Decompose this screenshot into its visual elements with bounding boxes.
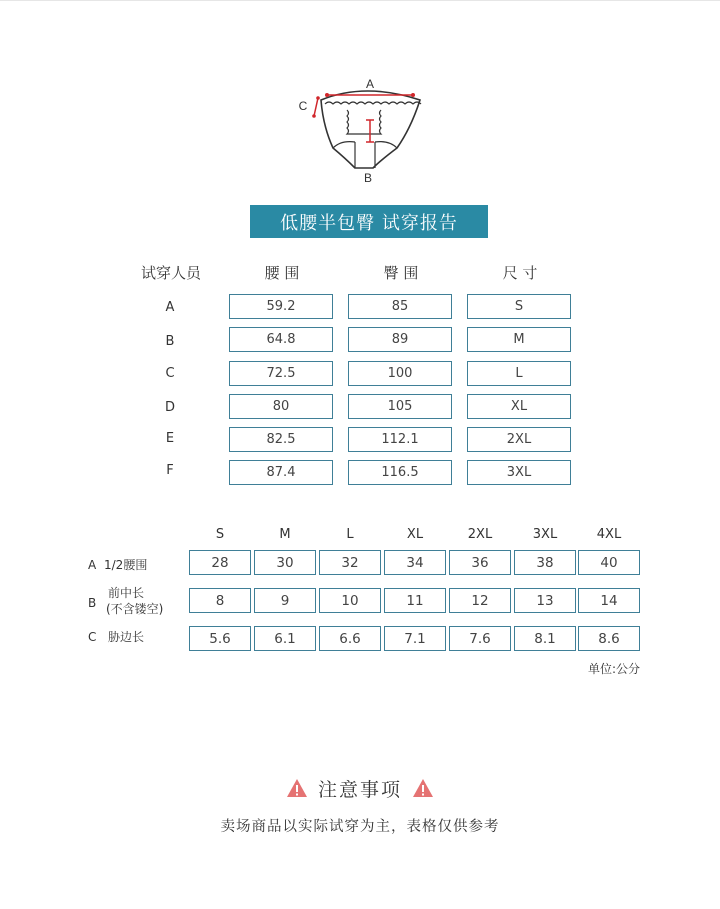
hip-cell: 100 (348, 361, 452, 386)
notice-title: 注意事项 (317, 778, 402, 801)
label-c: C (298, 99, 308, 113)
size-value: 12 (449, 588, 511, 613)
size-header: M (279, 527, 291, 542)
size-header: S (215, 527, 225, 542)
row-label: 1/2腰围 (104, 558, 148, 572)
notice-heading (0, 774, 720, 802)
person-label: D (164, 400, 175, 415)
label-a: A (365, 77, 375, 91)
notice-text: 卖场商品以实际试穿为主，表格仅供参考 (220, 819, 500, 835)
garment-diagram (295, 70, 435, 188)
size-value: 34 (384, 550, 446, 575)
top-divider (0, 0, 720, 1)
size-header: XL (406, 527, 424, 542)
header-waist: 腰 围 (264, 264, 300, 282)
person-label: E (165, 431, 175, 446)
waist-cell: 80 (229, 394, 333, 419)
size-value: 32 (319, 550, 381, 575)
row-letter: C (88, 630, 97, 644)
size-value: 9 (254, 588, 316, 613)
size-value: 10 (319, 588, 381, 613)
hip-cell: 112.1 (348, 427, 452, 452)
size-cell: 2XL (467, 427, 571, 452)
size-value: 36 (449, 550, 511, 575)
header-size: 尺 寸 (502, 264, 538, 282)
unit-label: 单位:公分 (587, 662, 640, 676)
size-value: 7.1 (384, 626, 446, 651)
size-value: 28 (189, 550, 251, 575)
size-value: 40 (578, 550, 640, 575)
hip-cell: 116.5 (348, 460, 452, 485)
hip-cell: 105 (348, 394, 452, 419)
size-value: 5.6 (189, 626, 251, 651)
row-letter: B (88, 596, 97, 610)
person-label: B (165, 334, 175, 349)
size-cell: 3XL (467, 460, 571, 485)
size-cell: L (467, 361, 571, 386)
person-label: F (166, 463, 174, 478)
waist-cell: 72.5 (229, 361, 333, 386)
warning-icon (286, 778, 308, 798)
hip-cell: 89 (348, 327, 452, 352)
size-header: L (346, 527, 354, 542)
row-label: 胁边长 (108, 630, 145, 644)
report-title: 低腰半包臀 试穿报告 (250, 205, 488, 238)
size-header: 3XL (532, 527, 558, 542)
size-value: 8.6 (578, 626, 640, 651)
size-cell: S (467, 294, 571, 319)
waist-cell: 59.2 (229, 294, 333, 319)
size-cell: XL (467, 394, 571, 419)
row-label-note: (不含镂空) (106, 602, 164, 616)
header-person: 试穿人员 (140, 264, 201, 282)
size-value: 8.1 (514, 626, 576, 651)
label-b: B (363, 171, 373, 185)
size-value: 11 (384, 588, 446, 613)
hip-cell: 85 (348, 294, 452, 319)
row-letter: A (88, 558, 97, 572)
row-label: 前中长 (108, 586, 145, 600)
size-value: 30 (254, 550, 316, 575)
size-value: 38 (514, 550, 576, 575)
size-value: 6.6 (319, 626, 381, 651)
header-hip: 臀 围 (383, 264, 419, 282)
size-value: 7.6 (449, 626, 511, 651)
briefs-illustration (295, 70, 435, 188)
warning-icon (412, 778, 434, 798)
size-value: 8 (189, 588, 251, 613)
size-header: 2XL (467, 527, 493, 542)
size-value: 14 (578, 588, 640, 613)
size-cell: M (467, 327, 571, 352)
waist-cell: 87.4 (229, 460, 333, 485)
size-header: 4XL (596, 527, 622, 542)
person-label: A (165, 300, 175, 315)
size-value: 6.1 (254, 626, 316, 651)
waist-cell: 82.5 (229, 427, 333, 452)
person-label: C (165, 366, 175, 381)
size-value: 13 (514, 588, 576, 613)
waist-cell: 64.8 (229, 327, 333, 352)
